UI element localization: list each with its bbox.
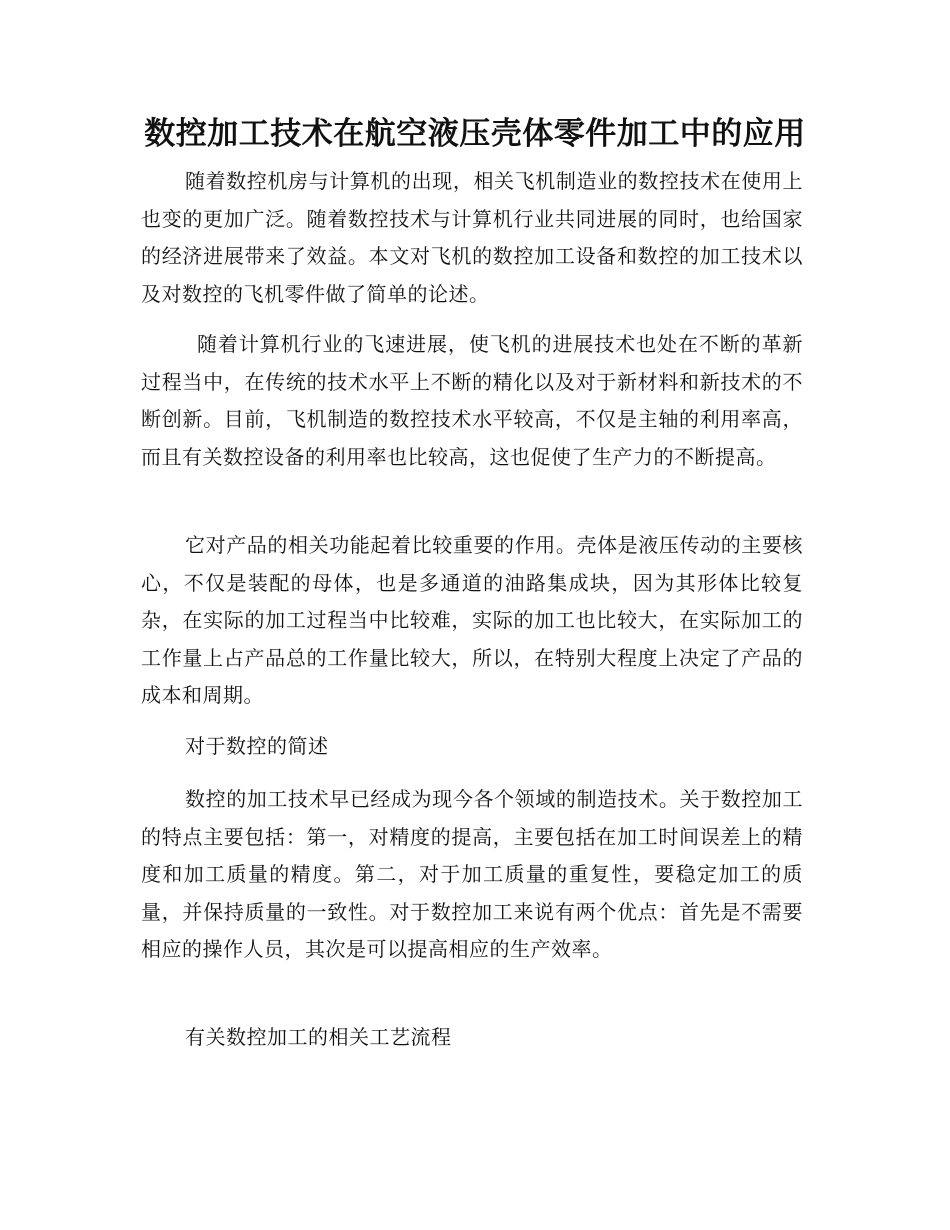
development-paragraph: 随着计算机行业的飞速进展，使飞机的进展技术也处在不断的革新过程当中，在传统的技术水平上不断的精化以及对于新材料和新技术的不断创新。目前，飞机制造的数控技术水平较高，不仅是主轴的利用率高，而且有关数控设备的利用率也比较高，这也促使了生产力的不断提高。 <box>141 332 803 469</box>
section-heading-nc-overview: 对于数控的简述 <box>185 734 329 758</box>
document-title: 数控加工技术在航空液压壳体零件加工中的应用 <box>144 116 806 152</box>
housing-paragraph: 它对产品的相关功能起着比较重要的作用。壳体是液压传动的主要核心，不仅是装配的母体，也是多通道的油路集成块，因为其形体比较复杂，在实际的加工过程当中比较难，实际的加工也比较大，在实际加工的工作量上占产品总的工作量比较大，所以，在特别大程度上决定了产品的成本和周期。 <box>141 533 803 708</box>
intro-paragraph: 随着数控机房与计算机的出现，相关飞机制造业的数控技术在使用上也变的更加广泛。随着数控技术与计算机行业共同进展的同时，也给国家的经济进展带来了效益。本文对飞机的数控加工设备和数控的加工技术以及对数控的飞机零件做了简单的论述。 <box>141 169 803 306</box>
nc-overview-paragraph: 数控的加工技术早已经成为现今各个领域的制造技术。关于数控加工的特点主要包括：第一，对精度的提高，主要包括在加工时间误差上的精度和加工质量的精度。第二，对于加工质量的重复性，要稳定加工的质量，并保持质量的一致性。对于数控加工来说有两个优点：首先是不需要相应的操作人员，其次是可以提高相应的生产效率。 <box>141 787 803 962</box>
section-heading-process-flow: 有关数控加工的相关工艺流程 <box>185 1025 452 1049</box>
